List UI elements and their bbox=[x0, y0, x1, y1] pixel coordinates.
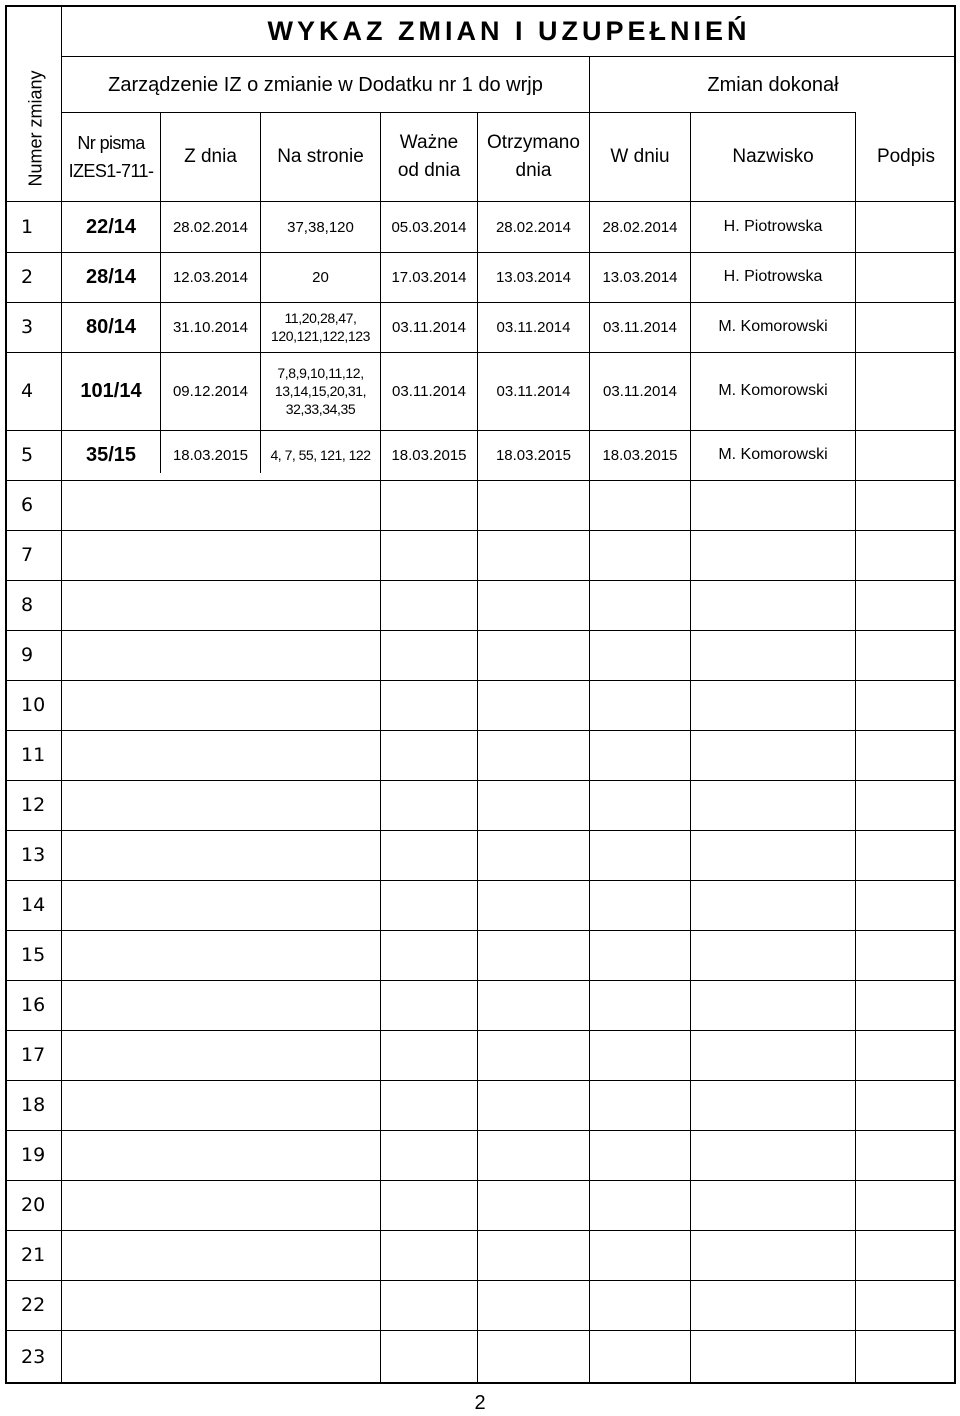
cell-podpis bbox=[856, 352, 956, 430]
row-rule bbox=[5, 1230, 956, 1231]
cell-nazwisko: M. Komorowski bbox=[718, 318, 828, 335]
row-rule bbox=[5, 980, 956, 981]
cell-podpis bbox=[856, 430, 956, 480]
row-number: 20 bbox=[21, 1194, 46, 1216]
row-number: 13 bbox=[21, 844, 46, 866]
cell-z-dnia: 12.03.2014 bbox=[172, 268, 249, 286]
row-rule bbox=[5, 730, 956, 731]
header-nr-pisma: Nr pisma IZES1-711- bbox=[68, 133, 154, 181]
header-numer-zmiany: Numer zmiany bbox=[25, 70, 46, 187]
header-na-stronie: Na stronie bbox=[277, 146, 364, 167]
row-rule bbox=[5, 480, 956, 481]
cell-nazwisko: M. Komorowski bbox=[718, 382, 828, 399]
header-zarzadzenie: Zarządzenie IZ o zmianie w Dodatku nr 1 do wrjp bbox=[108, 73, 543, 96]
cell-w-dniu: 28.02.2014 bbox=[602, 218, 678, 236]
row-number: 4 bbox=[21, 380, 34, 402]
row-number: 3 bbox=[21, 316, 34, 338]
cell-nr-pisma: 80/14 bbox=[85, 315, 137, 338]
cell-w-dniu: 03.11.2014 bbox=[603, 318, 677, 336]
cell-z-dnia: 09.12.2014 bbox=[172, 382, 249, 400]
cell-otrzymano-dnia: 03.11.2014 bbox=[496, 382, 571, 400]
cell-na-stronie-line: 11,20,28,47, bbox=[284, 310, 357, 326]
row-number: 18 bbox=[21, 1094, 46, 1116]
row-number: 15 bbox=[21, 944, 46, 966]
row-number: 23 bbox=[21, 1346, 46, 1368]
cell-nazwisko: H. Piotrowska bbox=[723, 268, 823, 285]
cell-na-stronie: 37,38,120 bbox=[287, 218, 354, 236]
row-number: 8 bbox=[21, 594, 34, 616]
cell-na-stronie: 20 bbox=[312, 268, 329, 286]
row-rule bbox=[5, 930, 956, 931]
cell-wazne-od-dnia: 17.03.2014 bbox=[391, 268, 467, 286]
cell-nr-pisma: 22/14 bbox=[85, 215, 137, 238]
cell-na-stronie-line: 7,8,9,10,11,12, bbox=[277, 365, 364, 381]
header-otrzymano-dnia: Otrzymano dnia bbox=[487, 132, 580, 181]
cell-na-stronie bbox=[261, 302, 380, 352]
row-number: 9 bbox=[21, 644, 34, 666]
row-number: 16 bbox=[21, 994, 46, 1016]
row-rule bbox=[5, 1130, 956, 1131]
row-number: 14 bbox=[21, 894, 46, 916]
cell-z-dnia: 28.02.2014 bbox=[172, 218, 249, 236]
row-rule bbox=[5, 530, 956, 531]
row-rule bbox=[5, 1330, 956, 1331]
row-rule bbox=[5, 880, 956, 881]
header-podpis: Podpis bbox=[876, 146, 936, 167]
row-rule bbox=[5, 580, 956, 581]
row-rule bbox=[5, 630, 956, 631]
row-rule bbox=[5, 830, 956, 831]
cell-nr-pisma: 101/14 bbox=[80, 379, 142, 402]
row-rule bbox=[5, 780, 956, 781]
cell-w-dniu: 03.11.2014 bbox=[603, 382, 677, 400]
cell-w-dniu: 18.03.2015 bbox=[602, 446, 678, 464]
row-rule bbox=[5, 1180, 956, 1181]
row-number: 6 bbox=[21, 494, 34, 516]
cell-z-dnia: 31.10.2014 bbox=[172, 318, 249, 336]
header-z-dnia: Z dnia bbox=[184, 146, 237, 167]
row-number: 11 bbox=[21, 744, 46, 766]
row-rule bbox=[5, 1030, 956, 1031]
cell-otrzymano-dnia: 28.02.2014 bbox=[495, 218, 572, 236]
cell-na-stronie-line: 120,121,122,123 bbox=[270, 328, 371, 344]
cell-na-stronie-line: 13,14,15,20,31, bbox=[274, 383, 367, 399]
cell-otrzymano-dnia: 18.03.2015 bbox=[495, 446, 572, 464]
cell-otrzymano-dnia: 03.11.2014 bbox=[496, 318, 571, 336]
cell-podpis bbox=[856, 202, 956, 252]
cell-wazne-od-dnia: 03.11.2014 bbox=[392, 318, 466, 336]
row-number: 22 bbox=[21, 1294, 46, 1316]
cell-z-dnia: 18.03.2015 bbox=[172, 446, 249, 464]
row-number: 7 bbox=[21, 544, 34, 566]
row-rule bbox=[5, 1280, 956, 1281]
row-rule bbox=[5, 680, 956, 681]
cell-na-stronie: 4, 7, 55, 121, 122 bbox=[270, 447, 371, 463]
row-number: 2 bbox=[21, 266, 34, 288]
row-number: 5 bbox=[21, 444, 34, 466]
cell-nr-pisma: 35/15 bbox=[85, 443, 137, 466]
header-nazwisko: Nazwisko bbox=[732, 146, 814, 167]
cell-nr-pisma: 28/14 bbox=[85, 265, 137, 288]
cell-wazne-od-dnia: 03.11.2014 bbox=[392, 382, 466, 400]
row-number: 17 bbox=[21, 1044, 46, 1066]
page-number: 2 bbox=[474, 1391, 486, 1414]
cell-nazwisko: H. Piotrowska bbox=[723, 218, 823, 235]
cell-nazwisko: M. Komorowski bbox=[718, 446, 828, 463]
cell-otrzymano-dnia: 13.03.2014 bbox=[495, 268, 572, 286]
cell-na-stronie-line: 32,33,34,35 bbox=[285, 401, 356, 417]
header-wazne-od-dnia: Ważne od dnia bbox=[397, 132, 461, 181]
row-number: 19 bbox=[21, 1144, 46, 1166]
cell-podpis bbox=[856, 252, 956, 302]
row-number: 12 bbox=[21, 794, 46, 816]
cell-wazne-od-dnia: 18.03.2015 bbox=[391, 446, 467, 464]
cell-podpis bbox=[856, 302, 956, 352]
cell-na-stronie bbox=[261, 352, 380, 430]
header-w-dniu: W dniu bbox=[610, 146, 670, 167]
row-number: 21 bbox=[21, 1244, 46, 1266]
page-title: WYKAZ ZMIAN I UZUPEŁNIEŃ bbox=[267, 15, 751, 46]
header-zmian-dokonal: Zmian dokonał bbox=[707, 73, 839, 96]
row-number: 10 bbox=[21, 694, 46, 716]
row-number: 1 bbox=[21, 216, 34, 238]
row-rule bbox=[5, 1080, 956, 1081]
cell-w-dniu: 13.03.2014 bbox=[602, 268, 678, 286]
cell-wazne-od-dnia: 05.03.2014 bbox=[391, 218, 467, 236]
